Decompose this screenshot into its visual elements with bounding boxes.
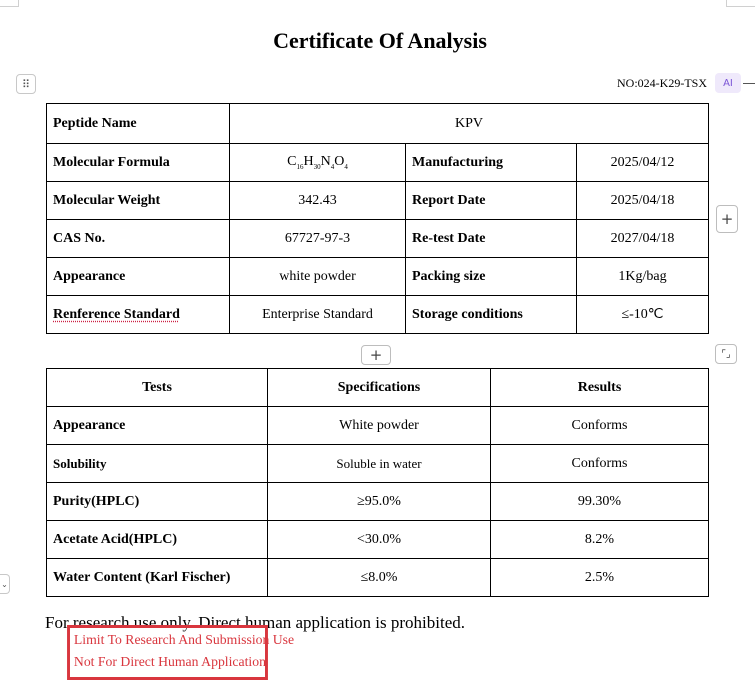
molecular-formula-label: Molecular Formula	[47, 144, 230, 182]
cas-no-value[interactable]: 67727-97-3	[230, 220, 406, 258]
peptide-name-value[interactable]: KPV	[230, 104, 709, 144]
test-name: Water Content (Karl Fischer)	[47, 559, 268, 597]
molecular-formula-value[interactable]	[230, 144, 406, 182]
report-date-label: Report Date	[406, 182, 577, 220]
manufacturing-value[interactable]: 2025/04/12	[577, 144, 709, 182]
table-header-row	[47, 369, 709, 407]
test-spec[interactable]: White powder	[268, 407, 491, 445]
test-result[interactable]: 2.5%	[491, 559, 709, 597]
test-result[interactable]: 99.30%	[491, 483, 709, 521]
stamp-line: Limit To Research And Submission Use	[73, 633, 295, 648]
reference-standard-text: Renference Standard	[53, 306, 180, 322]
usage-note: For research use only. Direct human application is prohibited.	[45, 613, 466, 632]
peptide-name-label: Peptide Name	[47, 104, 230, 144]
test-name: Appearance	[47, 407, 268, 445]
appearance-value[interactable]: white powder	[230, 258, 406, 296]
formula-element: N	[320, 154, 331, 170]
test-spec[interactable]: ≥95.0%	[268, 483, 491, 521]
document-title: Certificate Of Analysis	[273, 28, 487, 53]
page-corner-right	[726, 0, 755, 7]
table-row	[47, 258, 709, 296]
table-row	[47, 483, 709, 521]
report-date-value[interactable]: 2025/04/18	[577, 182, 709, 220]
stamp-line: Not For Direct Human Application	[73, 655, 266, 670]
test-name: Solubility	[47, 445, 268, 483]
chevron-down-icon[interactable]: ⌄	[0, 574, 10, 594]
table-row	[47, 521, 709, 559]
formula-subscript: 16	[296, 162, 304, 171]
test-result[interactable]: Conforms	[491, 407, 709, 445]
restriction-stamp	[67, 625, 295, 680]
reference-standard-value[interactable]: Enterprise Standard	[230, 296, 406, 334]
table-row	[47, 296, 709, 334]
table-row	[47, 407, 709, 445]
molecular-weight-label: Molecular Weight	[47, 182, 230, 220]
storage-conditions-value[interactable]: ≤-10℃	[577, 296, 709, 334]
add-column-button[interactable]	[716, 205, 738, 233]
manufacturing-label: Manufacturing	[406, 144, 577, 182]
appearance-label: Appearance	[47, 258, 230, 296]
formula-element: O	[334, 154, 345, 170]
tests-header: Tests	[47, 369, 268, 407]
plus-icon: +	[369, 346, 383, 364]
table-row	[47, 220, 709, 258]
packing-size-value[interactable]: 1Kg/bag	[577, 258, 709, 296]
table-row	[47, 182, 709, 220]
storage-conditions-label: Storage conditions	[406, 296, 577, 334]
test-spec[interactable]: Soluble in water	[268, 445, 491, 483]
reference-standard-label	[47, 296, 230, 334]
add-row-button[interactable]	[361, 345, 391, 365]
table-row	[47, 445, 709, 483]
formula-subscript: 4	[330, 162, 335, 171]
cas-no-label: CAS No.	[47, 220, 230, 258]
test-result[interactable]: 8.2%	[491, 521, 709, 559]
test-spec[interactable]: <30.0%	[268, 521, 491, 559]
page-corner-left	[0, 0, 19, 7]
test-name: Acetate Acid(HPLC)	[47, 521, 268, 559]
table-row	[47, 144, 709, 182]
plus-icon: +	[720, 210, 734, 228]
retest-date-value[interactable]: 2027/04/18	[577, 220, 709, 258]
specifications-header: Specifications	[268, 369, 491, 407]
retest-date-label: Re-test Date	[406, 220, 577, 258]
test-result[interactable]: Conforms	[491, 445, 709, 483]
product-info-table	[46, 103, 709, 334]
formula-subscript: 30	[313, 162, 321, 171]
results-header: Results	[491, 369, 709, 407]
formula-subscript: 4	[344, 162, 348, 171]
molecular-weight-value[interactable]: 342.43	[230, 182, 406, 220]
tests-table	[46, 368, 709, 597]
ai-divider	[743, 83, 755, 84]
drag-handle-icon[interactable]: ⠿	[16, 74, 36, 94]
document-number: NO:024-K29-TSX	[617, 76, 707, 90]
resize-corner-icon[interactable]: ⌜⌟	[715, 344, 737, 364]
ai-button[interactable]: AI	[715, 73, 741, 93]
test-spec[interactable]: ≤8.0%	[268, 559, 491, 597]
table-row	[47, 559, 709, 597]
table-row	[47, 104, 709, 144]
packing-size-label: Packing size	[406, 258, 577, 296]
test-name: Purity(HPLC)	[47, 483, 268, 521]
formula-element: H	[303, 154, 314, 170]
formula-element: C	[287, 154, 297, 170]
